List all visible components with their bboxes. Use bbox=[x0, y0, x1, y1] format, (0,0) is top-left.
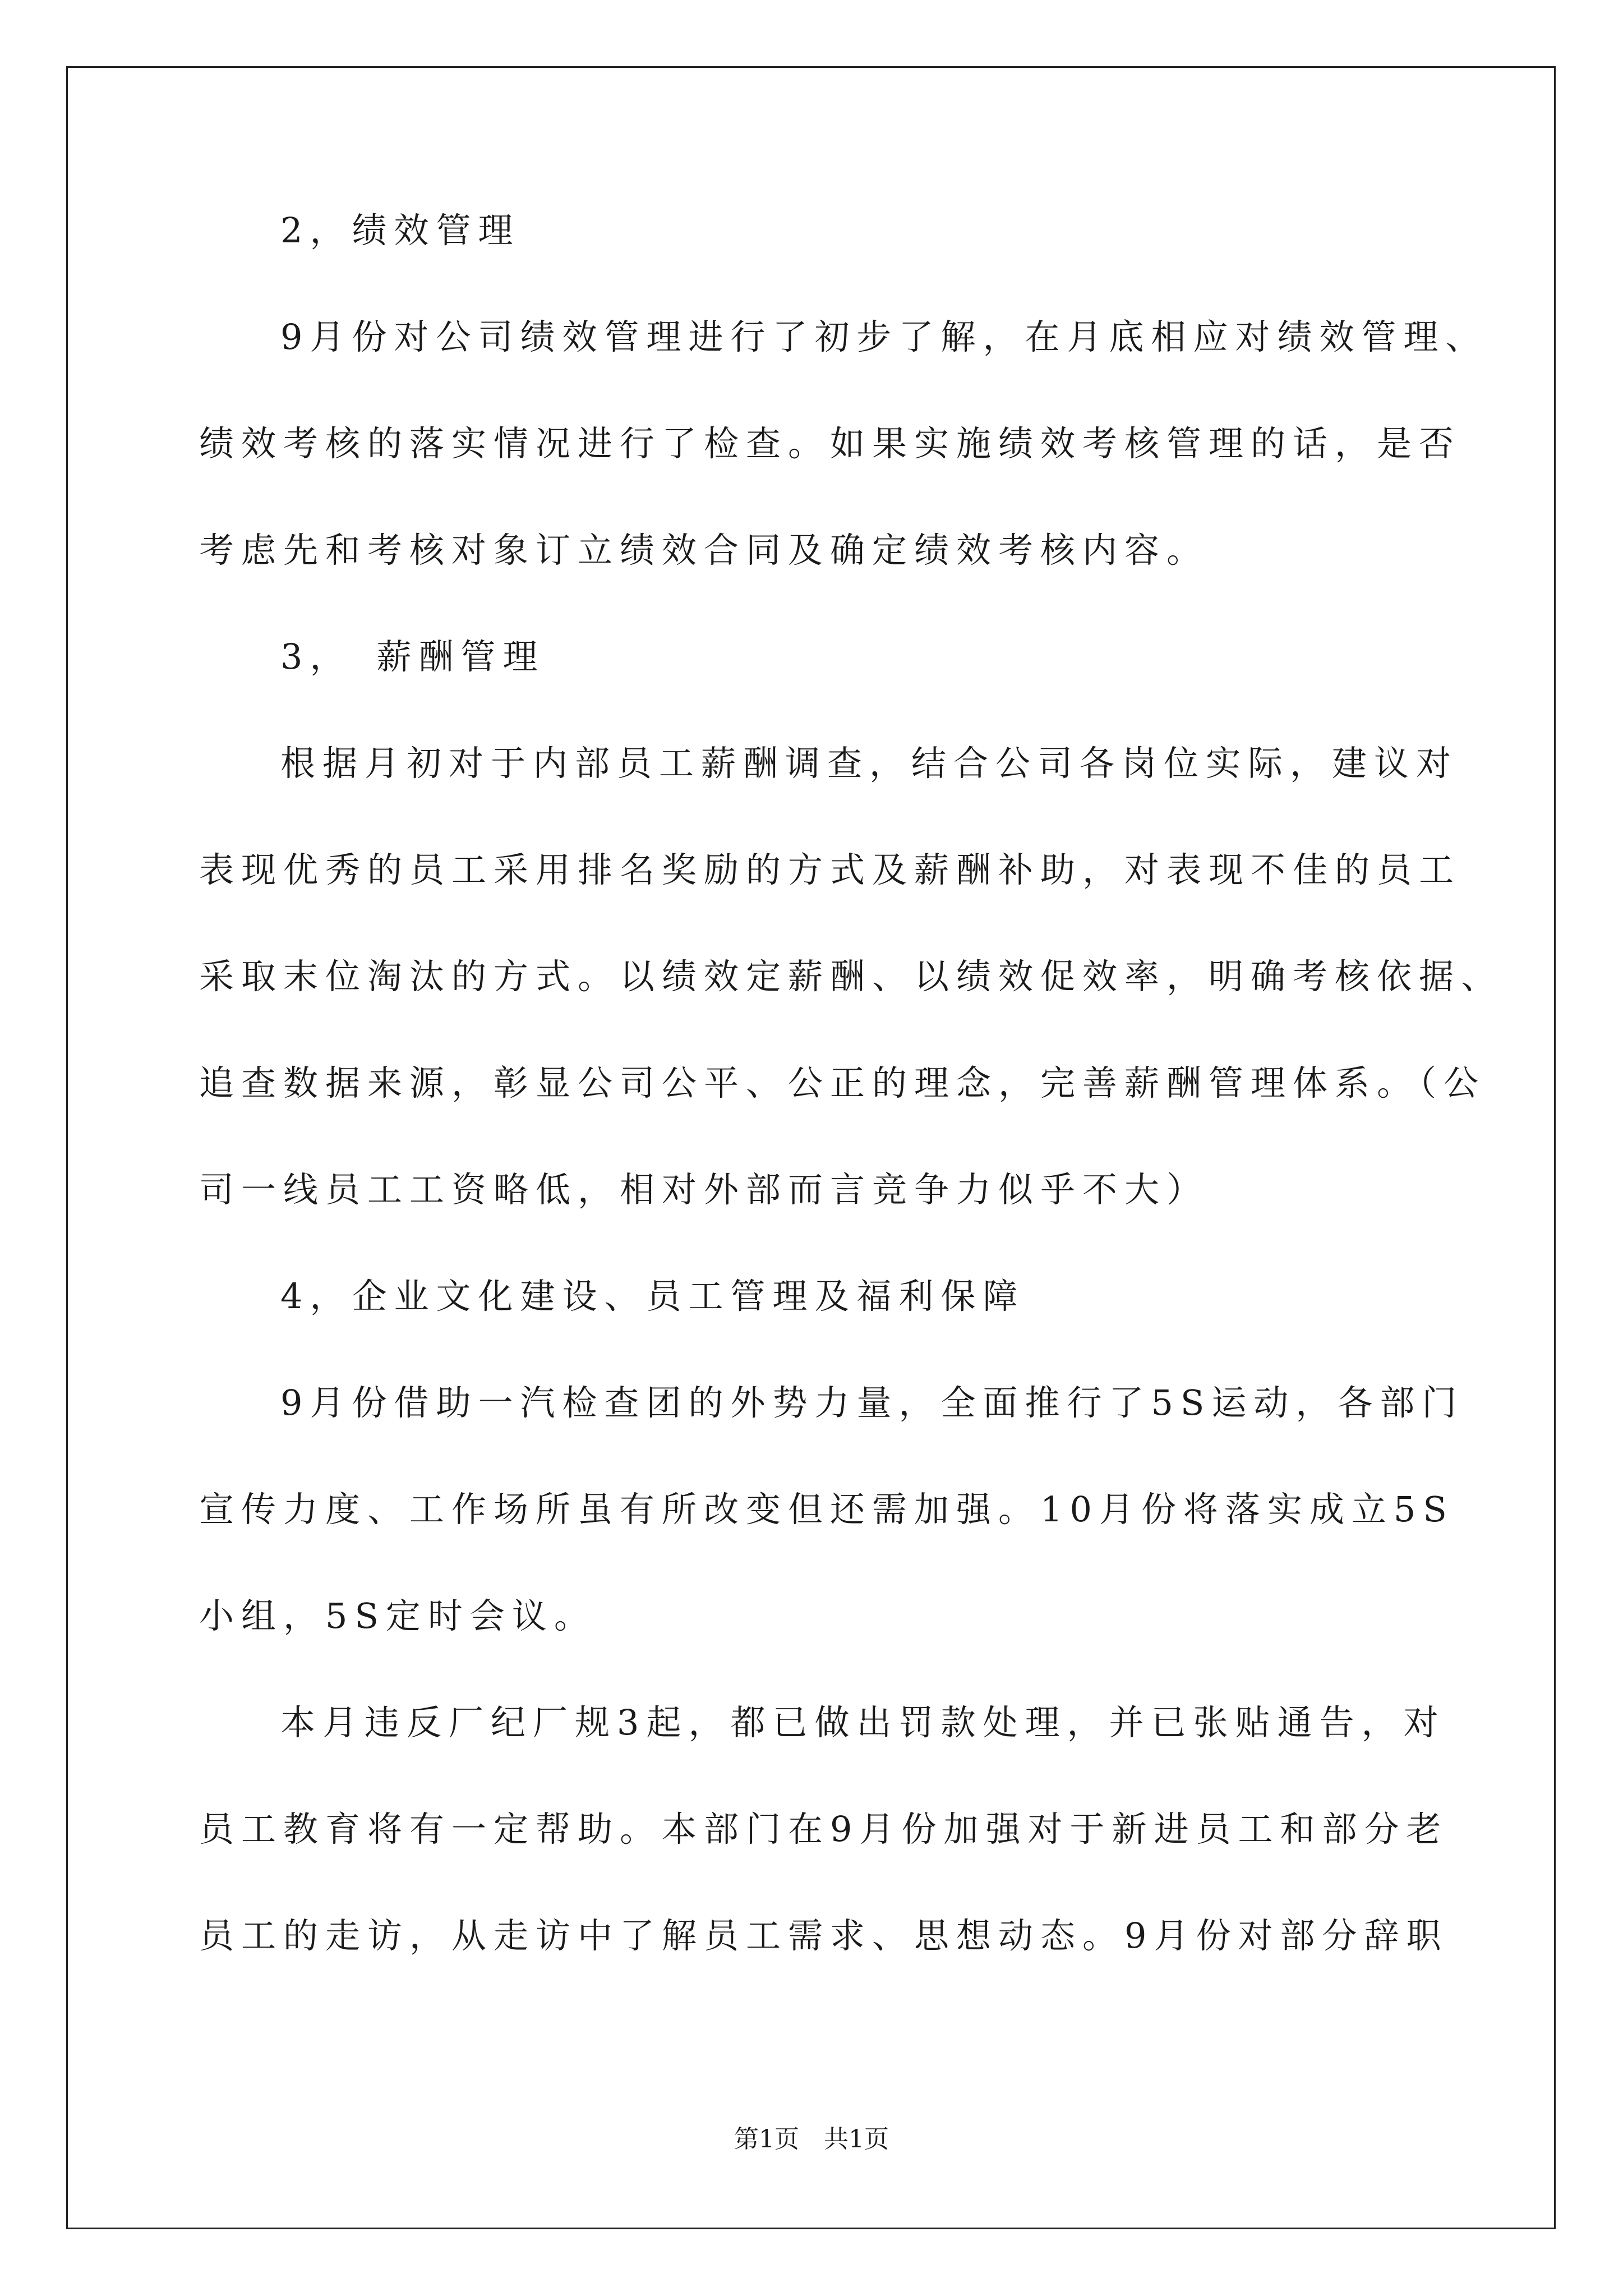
paragraph-line: 根据月初对于内部员工薪酬调查，结合公司各岗位实际，建议对 bbox=[280, 743, 1459, 784]
paragraph-line: 小组，5S定时会议。 bbox=[199, 1595, 596, 1636]
paragraph-line: 绩效考核的落实情况进行了检查。如果实施绩效考核管理的话，是否 bbox=[199, 423, 1461, 464]
paragraph-line: 司一线员工工资略低，相对外部而言竞争力似乎不大） bbox=[199, 1169, 1209, 1210]
page-border bbox=[66, 66, 1556, 2229]
paragraph-line: 考虑先和考核对象订立绩效合同及确定绩效考核内容。 bbox=[199, 530, 1209, 570]
paragraph-line: 员工的走访，从走访中了解员工需求、思想动态。9月份对部分辞职 bbox=[199, 1915, 1449, 1956]
heading-performance-management: 2，绩效管理 bbox=[280, 210, 520, 251]
heading-corporate-culture: 4，企业文化建设、员工管理及福利保障 bbox=[280, 1276, 1025, 1317]
paragraph-line: 本月违反厂纪厂规3起，都已做出罚款处理，并已张贴通告，对 bbox=[280, 1702, 1446, 1743]
paragraph-line: 员工教育将有一定帮助。本部门在9月份加强对于新进员工和部分老 bbox=[199, 1809, 1449, 1849]
paragraph-line: 表现优秀的员工采用排名奖励的方式及薪酬补助，对表现不佳的员工 bbox=[199, 849, 1461, 890]
paragraph-line: 9月份对公司绩效管理进行了初步了解，在月底相应对绩效管理、 bbox=[280, 316, 1488, 357]
paragraph-line: 宣传力度、工作场所虽有所改变但还需加强。10月份将落实成立5S bbox=[199, 1489, 1454, 1530]
heading-salary-management: 3， 薪酬管理 bbox=[280, 636, 545, 677]
paragraph-line: 采取末位淘汰的方式。以绩效定薪酬、以绩效促效率，明确考核依据、 bbox=[199, 956, 1504, 997]
paragraph-line: 追查数据来源，彰显公司公平、公正的理念，完善薪酬管理体系。（公 bbox=[199, 1062, 1486, 1103]
paragraph-line: 9月份借助一汽检查团的外势力量，全面推行了5S运动，各部门 bbox=[280, 1382, 1464, 1423]
page-number-footer: 第1页 共1页 bbox=[734, 2125, 889, 2154]
